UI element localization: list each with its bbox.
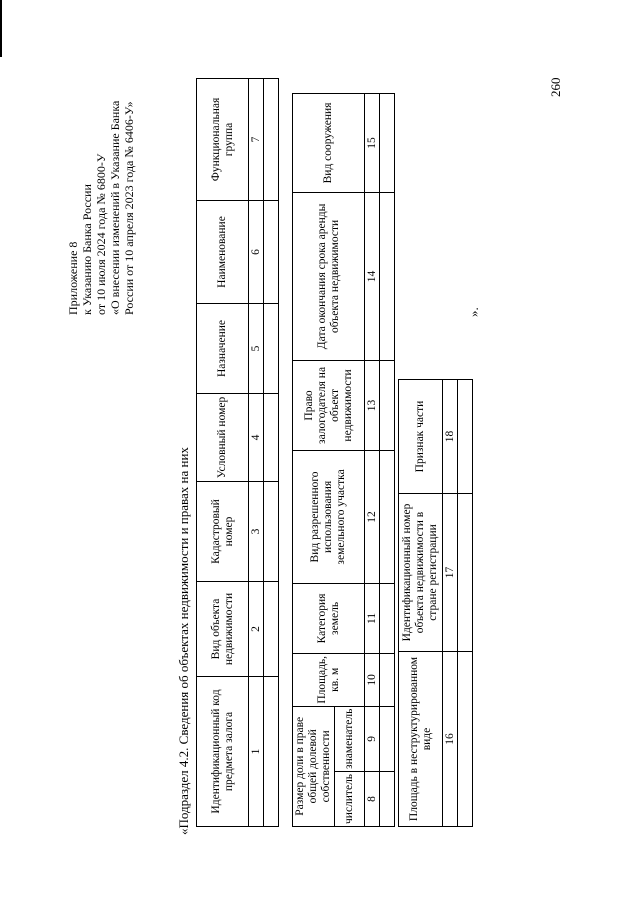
column-number-cell: 3 [249, 482, 264, 582]
header-cell: Кадастровый номер [197, 482, 249, 582]
column-number-cell: 4 [249, 394, 264, 482]
column-number-cell: 1 [249, 677, 264, 827]
data-cell [380, 360, 395, 450]
data-cell [380, 771, 395, 826]
data-cell [380, 93, 395, 192]
header-cell: Площадь в неструктурированном виде [399, 652, 443, 827]
data-cell [264, 582, 279, 677]
column-number-cell: 2 [249, 582, 264, 677]
annex-line: к Указанию Банка России [80, 184, 94, 315]
column-number-cell: 6 [249, 201, 264, 304]
column-number-cell: 18 [443, 380, 458, 494]
header-cell: Категория земель [293, 583, 365, 653]
header-cell: числитель [335, 771, 365, 826]
closing-quote: ». [466, 307, 481, 317]
data-cell [264, 304, 279, 394]
table-3 [398, 379, 473, 827]
data-cell [264, 677, 279, 827]
data-cell [380, 653, 395, 706]
data-cell [264, 394, 279, 482]
data-cell [458, 380, 473, 494]
data-cell [380, 192, 395, 360]
column-number-cell: 16 [443, 652, 458, 827]
column-number-cell: 5 [249, 304, 264, 394]
column-number-cell: 8 [365, 771, 380, 826]
column-number-cell: 14 [365, 192, 380, 360]
column-number-cell: 13 [365, 360, 380, 450]
header-cell: Условный номер [197, 394, 249, 482]
header-cell: Площадь, кв. м [293, 653, 365, 706]
column-number-cell: 12 [365, 450, 380, 583]
annex-line: Приложение 8 [66, 241, 80, 315]
page-number: 260 [548, 77, 563, 97]
annex-header [66, 15, 136, 315]
column-number-cell: 11 [365, 583, 380, 653]
data-cell [264, 482, 279, 582]
header-cell: Вид разрешенного использования земельного участка [293, 450, 365, 583]
column-number-cell: 17 [443, 494, 458, 652]
table-1 [196, 78, 279, 827]
data-cell [380, 706, 395, 771]
header-cell: Дата окончания срока аренды объекта недвижимости [293, 192, 365, 360]
data-cell [264, 79, 279, 201]
data-cell [458, 494, 473, 652]
data-cell [264, 201, 279, 304]
header-cell: Назначение [197, 304, 249, 394]
data-cell [380, 583, 395, 653]
header-cell: Функциональная группа [197, 79, 249, 201]
annex-line: от 10 июля 2024 года № 6800-У [94, 153, 108, 315]
header-cell: Право залогодателя на объект недвижимости [293, 360, 365, 450]
header-cell: Вид сооружения [293, 93, 365, 192]
data-cell [380, 450, 395, 583]
header-cell: Признак части [399, 380, 443, 494]
header-cell: Идентификационный код предмета залога [197, 677, 249, 827]
column-number-cell: 15 [365, 93, 380, 192]
header-cell: Наименование [197, 201, 249, 304]
annex-line: «О внесении изменений в Указание Банка [108, 100, 122, 315]
column-number-cell: 10 [365, 653, 380, 706]
header-cell: Вид объекта недвижимости [197, 582, 249, 677]
data-cell [458, 652, 473, 827]
section-title: «Подраздел 4.2. Сведения об объектах недвижимости и правах на них [176, 447, 191, 835]
column-number-cell: 9 [365, 706, 380, 771]
annex-line: России от 10 апреля 2023 года № 6406-У» [122, 101, 136, 315]
table-2 [292, 93, 395, 827]
header-cell: Размер доли в праве общей долевой собственности [293, 706, 335, 826]
header-cell: знаменатель [335, 706, 365, 771]
column-number-cell: 7 [249, 79, 264, 201]
header-cell: Идентификационный номер объекта недвижимости в стране регистрации [399, 494, 443, 652]
